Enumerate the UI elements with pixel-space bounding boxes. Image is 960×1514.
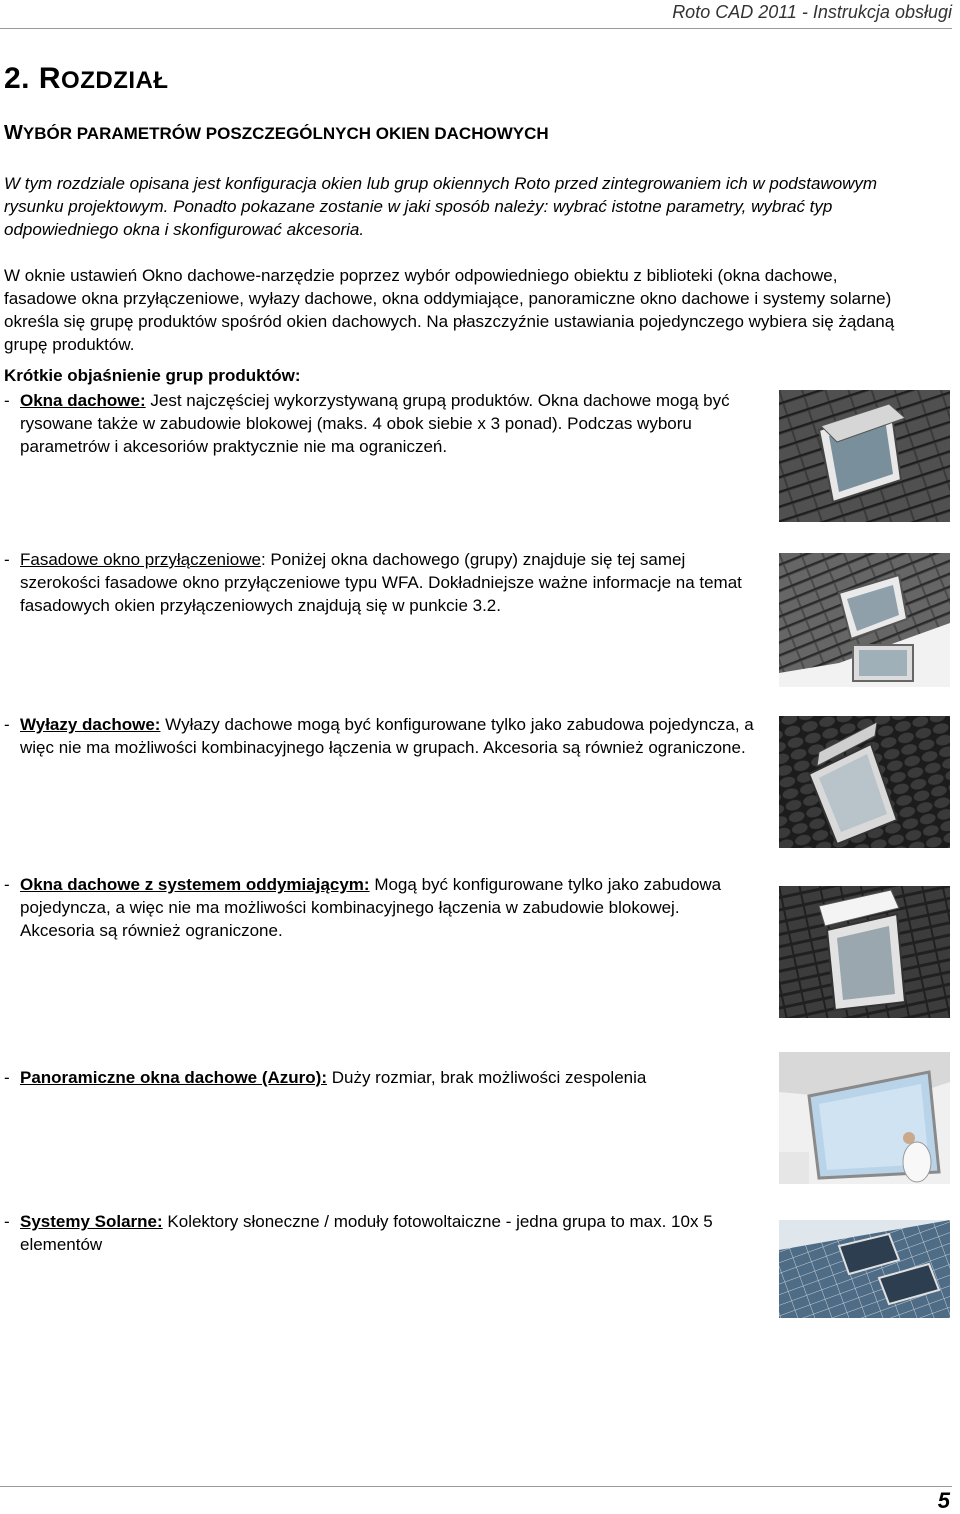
roof-window-photo: [779, 390, 950, 522]
list-item-roof-windows: [4, 389, 756, 458]
list-dash: -: [4, 715, 10, 734]
list-item-roof-hatches: [4, 713, 756, 759]
list-item-facade-window: [4, 548, 756, 617]
section-title-lead: W: [4, 122, 23, 144]
list-dash: -: [4, 550, 10, 569]
smoke-vent-window-photo: [779, 886, 950, 1018]
intro-paragraph: W tym rozdziale opisana jest konfiguracja okien lub grup okiennych Roto przed zintegrowaniem ich w podstawowym rysunku projektowym. Ponadto pokazane zostanie w jaki sposób należy: wybrać istotne parametry, wybrać typ odpowiedniego okna i skonfigurować akcesoria.: [4, 174, 878, 239]
list-dash: -: [4, 391, 10, 410]
list-term: Panoramiczne okna dachowe (Azuro):: [20, 1068, 327, 1087]
roof-hatch-photo: [779, 716, 950, 848]
list-text: Wyłazy dachowe mogą być konfigurowane tylko jako zabudowa pojedyncza, a więc nie ma możliwości kombinacyjnego łączenia w grupach. Akcesoria są również ograniczone.: [20, 715, 754, 757]
list-dash: -: [4, 1212, 10, 1231]
list-text: Mogą być konfigurowane tylko jako zabudowa pojedyncza, a więc nie ma możliwości kombinacyjnego łączenia w zabudowie blokowej. Akcesoria są również ograniczone.: [20, 875, 722, 940]
solar-system-photo: [779, 1220, 950, 1318]
group-heading: Krótkie objaśnienie grup produktów:: [4, 366, 301, 385]
footer-divider: [0, 1486, 952, 1487]
list-item-panoramic-windows: [4, 1066, 756, 1089]
chapter-title: [4, 62, 169, 96]
facade-window-photo: [779, 553, 950, 687]
panoramic-window-photo: [779, 1052, 950, 1184]
page-number: 5: [937, 1488, 950, 1513]
list-dash: -: [4, 875, 10, 894]
list-term: Fasadowe okno przyłączeniowe: [20, 550, 261, 569]
list-term: Wyłazy dachowe:: [20, 715, 161, 734]
list-text: Duży rozmiar, brak możliwości zespolenia: [327, 1068, 647, 1087]
section-title-rest: YBÓR PARAMETRÓW POSZCZEGÓLNYCH OKIEN DACHOWYCH: [22, 124, 549, 143]
list-term: Systemy Solarne:: [20, 1212, 163, 1231]
list-text: Jest najczęściej wykorzystywaną grupą produktów. Okna dachowe mogą być rysowane także w zabudowie blokowej (maks. 4 obok siebie x 3 ponad). Podczas wyboru parametrów i akcesoriów praktycznie nie ma ograniczeń.: [20, 391, 730, 456]
list-term: Okna dachowe:: [20, 391, 146, 410]
body-paragraph: W oknie ustawień Okno dachowe-narzędzie poprzez wybór odpowiedniego obiektu z biblioteki (okna dachowe, fasadowe okna przyłączeniowe, wyłazy dachowe, okna oddymiające, panoramiczne okno dachowe i systemy solarne) określa się grupę produktów spośród okien dachowych. Na płaszczyźnie ustawiania pojedynczego wybiera się żądaną grupę produktów.: [4, 266, 895, 354]
list-dash: -: [4, 1068, 10, 1087]
list-text: : Poniżej okna dachowego (grupy) znajduje się tej samej szerokości fasadowe okno przyłączeniowe typu WFA. Dokładniejsze ważne informacje na temat fasadowych okien przyłączeniowych znajdują się w punkcie 3.2.: [20, 550, 742, 615]
section-title: [4, 122, 549, 145]
running-header: Roto CAD 2011 - Instrukcja obsługi: [672, 2, 952, 22]
list-item-smoke-vent-windows: [4, 873, 756, 942]
chapter-number: 2. R: [4, 62, 62, 95]
list-term: Okna dachowe z systemem oddymiającym:: [20, 875, 370, 894]
list-item-solar-systems: [4, 1210, 756, 1256]
list-text: Kolektory słoneczne / moduły fotowoltaiczne - jedna grupa to max. 10x 5 elementów: [20, 1212, 713, 1254]
header-divider: [0, 28, 952, 29]
chapter-label: OZDZIAŁ: [61, 67, 169, 94]
